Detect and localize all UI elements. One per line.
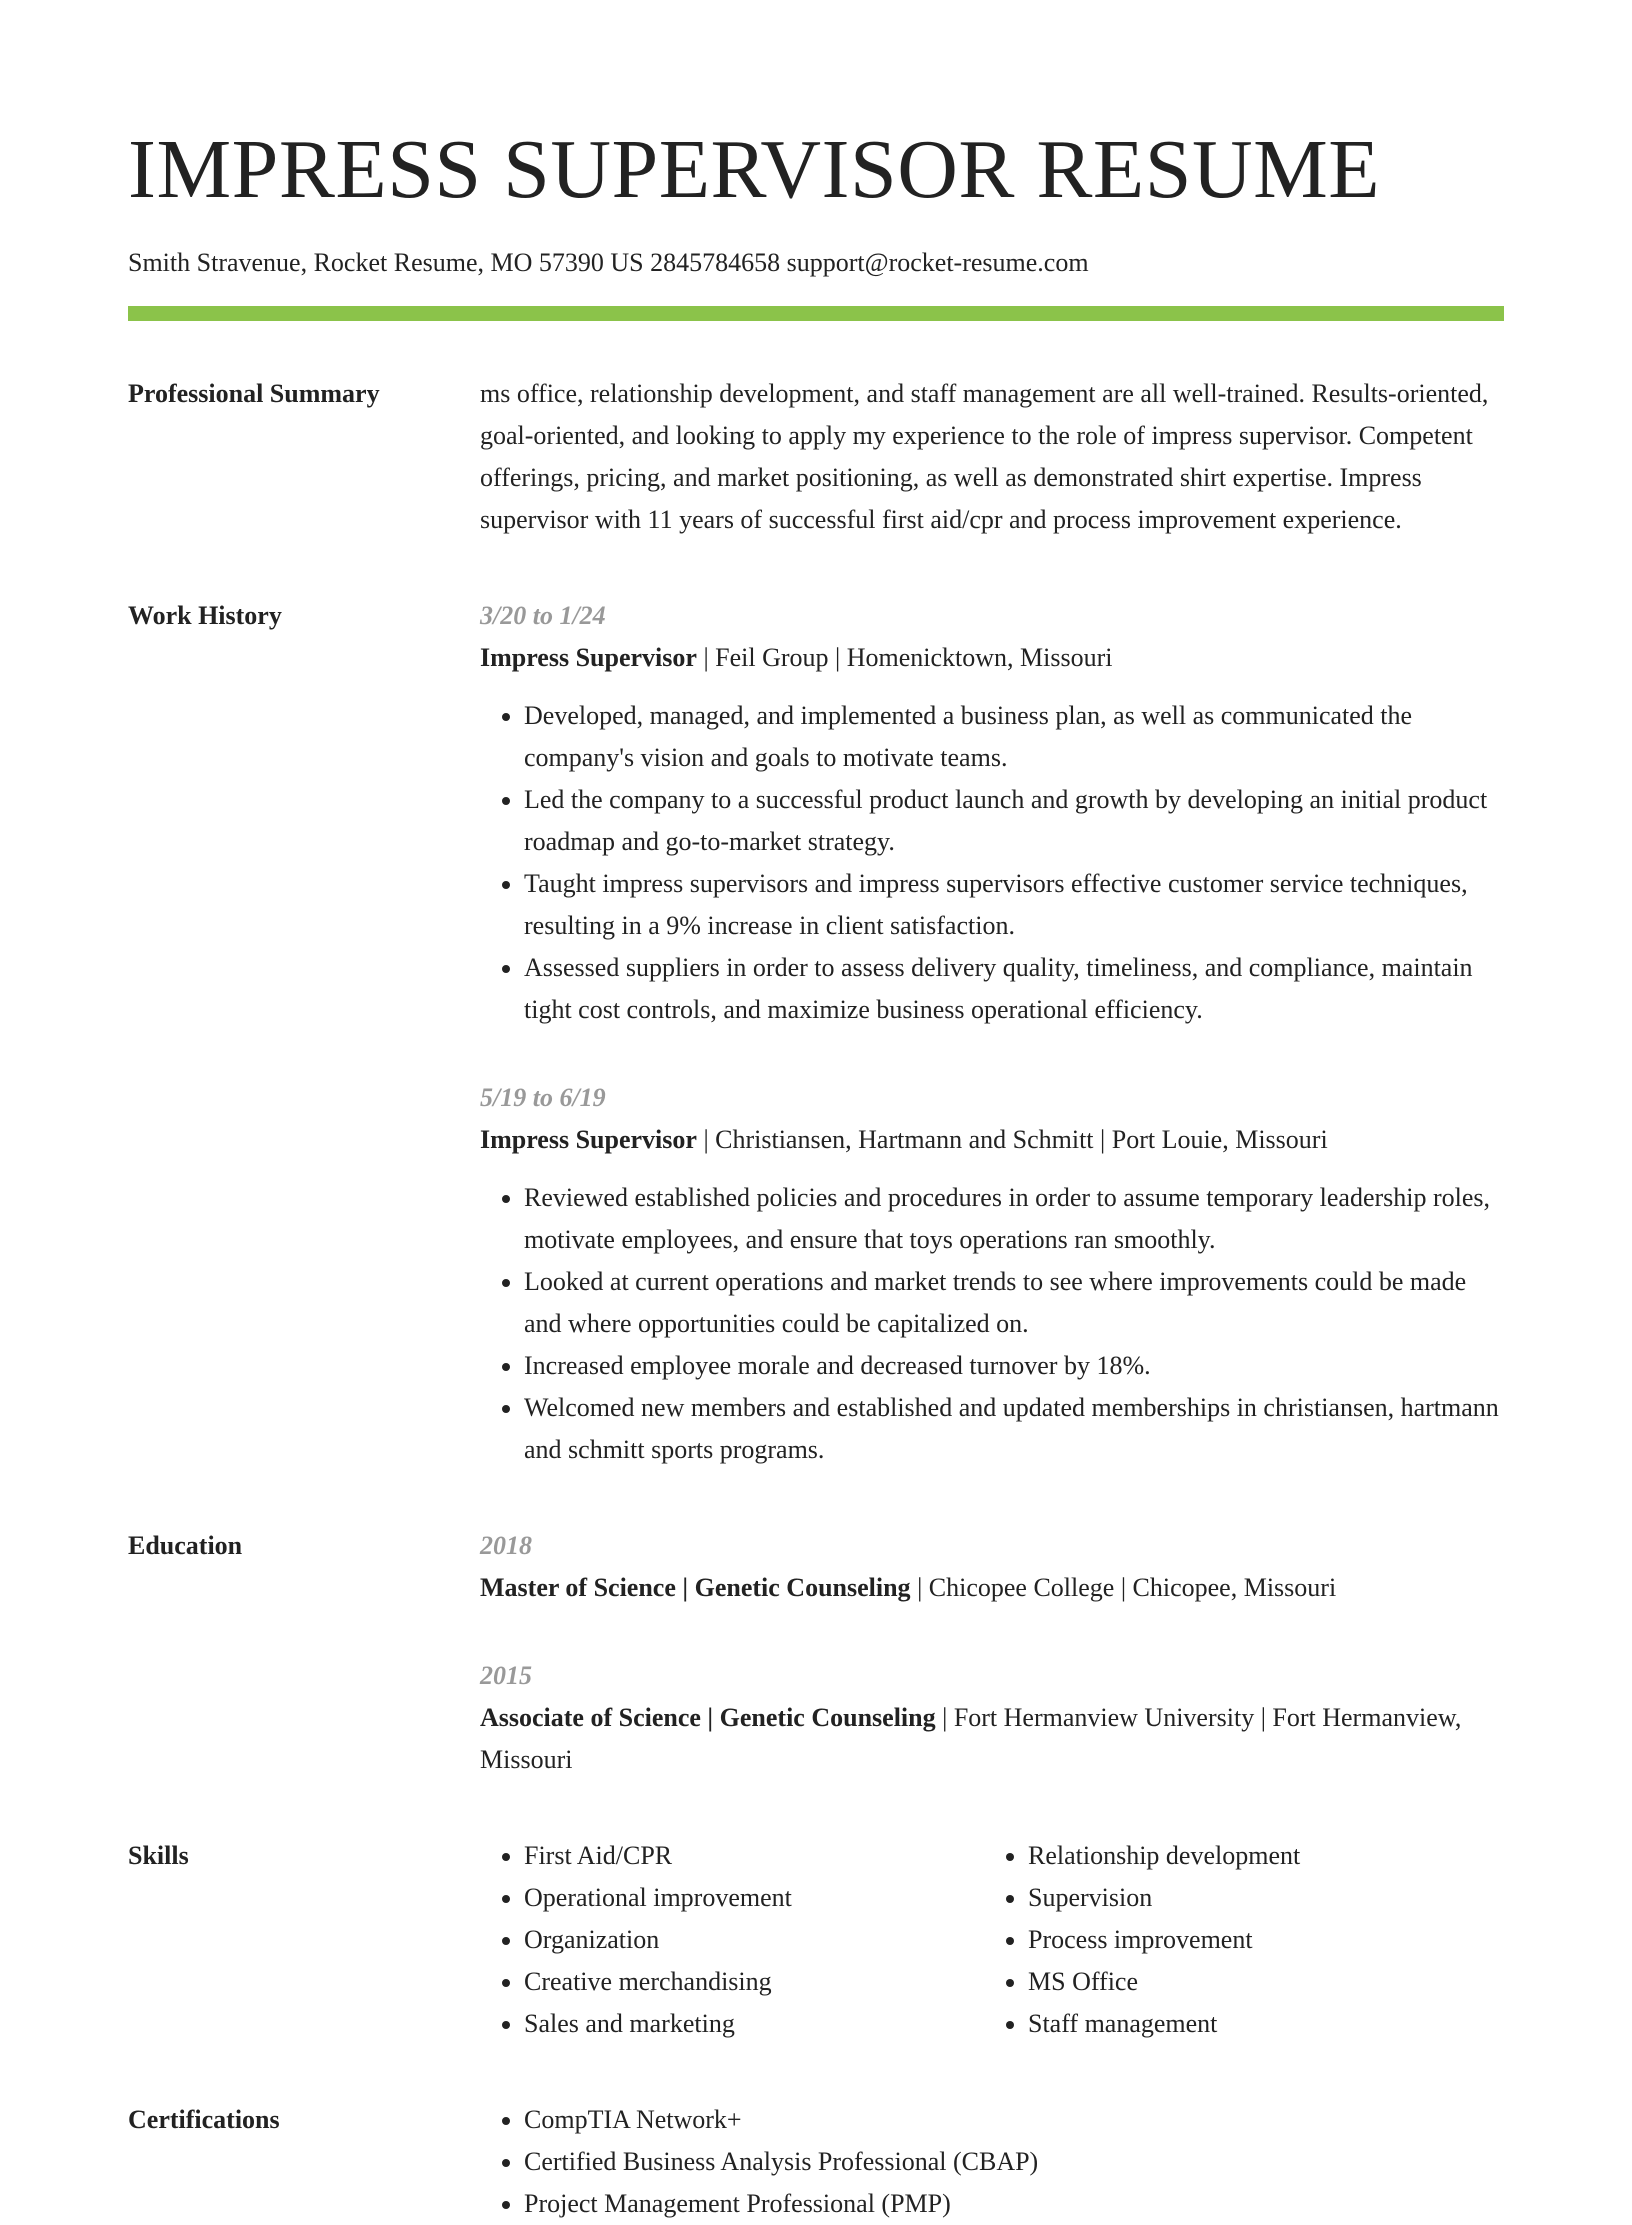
skills-list-right [984, 1835, 1488, 2045]
degree: Master of Science | Genetic Counseling [480, 1573, 911, 1602]
job-role-line [480, 637, 1504, 679]
job-details: | Feil Group | Homenicktown, Missouri [696, 643, 1113, 672]
section-label: Professional Summary [128, 379, 380, 408]
job-title: Impress Supervisor [480, 643, 697, 672]
job-title: Impress Supervisor [480, 1125, 697, 1154]
list-item: • Assessed suppliers in order to assess delivery quality, timeliness, and compliance, maintain tight cost controls, and maximize business operational efficiency. [524, 947, 1504, 1031]
job-bullets [480, 695, 1504, 1031]
contact-line: Smith Stravenue, Rocket Resume, MO 57390 US 2845784658 support@rocket-resume.com [128, 248, 1089, 277]
certification-item: • Project Management Professional (PMP) [524, 2183, 1504, 2225]
summary-section [128, 373, 1504, 541]
education-line [480, 1567, 1504, 1609]
list-item: • Taught impress supervisors and impress supervisors effective customer service techniques, resulting in a 9% increase in client satisfaction. [524, 863, 1504, 947]
section-body [480, 2099, 1504, 2225]
certification-item: • Certified Business Analysis Professional (CBAP) [524, 2141, 1504, 2183]
list-item: • Developed, managed, and implemented a business plan, as well as communicated the company's vision and goals to motivate teams. [524, 695, 1504, 779]
job-bullets [480, 1177, 1504, 1471]
job-role-line [480, 1119, 1504, 1161]
skills-columns [480, 1835, 1504, 2045]
job-dates: 3/20 to 1/24 [480, 601, 606, 630]
list-item: • Reviewed established policies and procedures in order to assume temporary leadership roles, motivate employees, and ensure that toys operations ran smoothly. [524, 1177, 1504, 1261]
skill-item: • MS Office [1028, 1961, 1488, 2003]
skill-item: • Staff management [1028, 2003, 1488, 2045]
certifications-list [480, 2099, 1504, 2225]
skill-item: • Relationship development [1028, 1835, 1488, 1877]
header-divider [128, 306, 1504, 321]
skill-item: • Supervision [1028, 1877, 1488, 1919]
list-item: • Led the company to a successful product launch and growth by developing an initial product roadmap and go-to-market strategy. [524, 779, 1504, 863]
skill-item: • First Aid/CPR [524, 1835, 984, 1877]
summary-text: ms office, relationship development, and staff management are all well-trained. Results-oriented, goal-oriented, and looking to apply my experience to the role of impress supervisor. Competent offerings, pricing, and market positioning, as well as demonstrated shirt expertise. Impress supervisor with 11 years of successful first aid/cpr and process improvement experience. [480, 379, 1489, 534]
skill-item: • Operational improvement [524, 1877, 984, 1919]
section-body [480, 595, 1504, 1471]
education-details: | Fort Hermanview University | Fort Hermanview, Missouri [480, 1703, 1462, 1774]
skill-item: • Organization [524, 1919, 984, 1961]
education-line [480, 1697, 1504, 1781]
section-body [480, 1525, 1504, 1781]
education-entry [480, 1655, 1504, 1781]
job-entry [480, 595, 1504, 1031]
list-item: • Welcomed new members and established and updated memberships in christiansen, hartmann and schmitt sports programs. [524, 1387, 1504, 1471]
job-details: | Christiansen, Hartmann and Schmitt | Port Louie, Missouri [696, 1125, 1328, 1154]
skill-item: • Sales and marketing [524, 2003, 984, 2045]
work-history-section [128, 595, 1504, 1471]
job-entry [480, 1077, 1504, 1471]
section-label: Work History [128, 601, 282, 630]
education-year: 2015 [480, 1661, 532, 1690]
list-item: • Increased employee morale and decreased turnover by 18%. [524, 1345, 1504, 1387]
section-label: Education [128, 1531, 243, 1560]
education-details: | Chicopee College | Chicopee, Missouri [910, 1573, 1337, 1602]
resume-title: IMPRESS SUPERVISOR RESUME [128, 123, 1381, 216]
section-label: Certifications [128, 2105, 280, 2134]
resume-page [128, 0, 1504, 2225]
skills-section [128, 1835, 1504, 2045]
skill-item: • Creative merchandising [524, 1961, 984, 2003]
section-label: Skills [128, 1841, 189, 1870]
education-section [128, 1525, 1504, 1781]
section-body [480, 373, 1504, 541]
job-dates: 5/19 to 6/19 [480, 1083, 606, 1112]
skill-item: • Process improvement [1028, 1919, 1488, 1961]
education-entry [480, 1525, 1504, 1609]
degree: Associate of Science | Genetic Counseling [480, 1703, 936, 1732]
education-year: 2018 [480, 1531, 532, 1560]
certifications-section [128, 2099, 1504, 2225]
skills-list-left [480, 1835, 984, 2045]
certification-item: • CompTIA Network+ [524, 2099, 1504, 2141]
list-item: • Looked at current operations and market trends to see where improvements could be made and where opportunities could be capitalized on. [524, 1261, 1504, 1345]
